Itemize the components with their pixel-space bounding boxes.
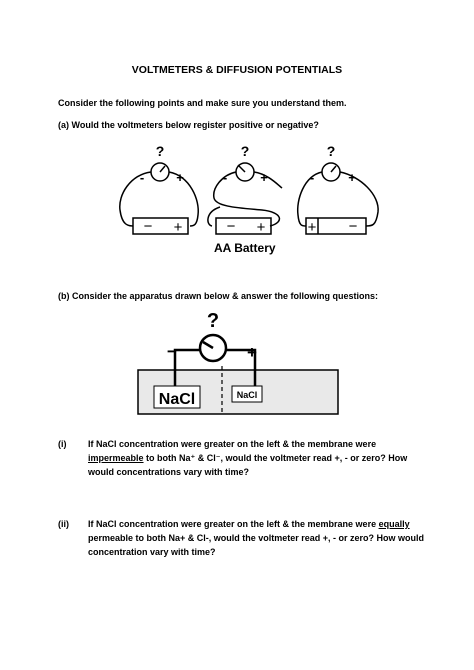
voltmeter-b-minus: − [167,342,177,361]
voltmeter-1-dial [151,163,169,181]
voltmeter-3-minus: - [309,170,315,185]
part-a-question: (a) Would the voltmeters below register positive or negative? [58,120,319,130]
question-i-emphasis: impermeable [88,453,144,463]
voltmeter-3-dial [322,163,340,181]
battery-caption: AA Battery [214,241,276,255]
voltmeter-2-question-mark: ? [240,143,250,159]
battery-1-minus: − [143,218,153,235]
voltmeter-2-plus: + [260,170,268,185]
voltmeter-1-minus: - [139,170,145,185]
question-ii-number: (ii) [58,519,69,529]
battery-1-plus: + [173,219,183,236]
voltmeter-3-plus: + [348,170,356,185]
battery-3-minus: − [348,218,358,235]
voltmeter-b-question-mark: ? [206,310,220,332]
figure-a-voltmeter-circuits [0,140,474,260]
voltmeter-1-plus: + [176,170,184,185]
voltmeter-3-question-mark: ? [326,143,336,159]
voltmeter-1-question-mark: ? [155,143,165,159]
right-nacl-label: NaCl [236,390,258,400]
question-ii-text: If NaCl concentration were greater on the left & the membrane were equally permeable to both Na+ & Cl-, would the voltmeter read +, - or zero? How would concentration vary with time? [88,519,425,557]
page-title: VOLTMETERS & DIFFUSION POTENTIALS [131,64,343,76]
question-i [58,437,458,485]
part-b-question: (b) Consider the apparatus drawn below & answer the following questions: [58,291,379,301]
battery-2-plus: + [256,219,266,236]
left-nacl-label: NaCl [158,391,196,408]
battery-2-minus: − [226,218,236,235]
voltmeter-b-plus: + [247,343,257,362]
intro-text: Consider the following points and make sure you understand them. [58,98,347,108]
figure-b-diffusion-apparatus [0,300,474,420]
voltmeter-2-minus: - [222,170,228,185]
question-i-number: (i) [58,439,67,449]
question-ii-emphasis: equally [378,519,410,529]
question-ii [58,517,458,565]
battery-3-plus: + [307,219,317,236]
question-i-text: If NaCl concentration were greater on the left & the membrane were impermeable to both Na⁺ & Cl⁻, would the voltmeter read +, - or zero? How would concentrations vary with time? [88,439,408,477]
